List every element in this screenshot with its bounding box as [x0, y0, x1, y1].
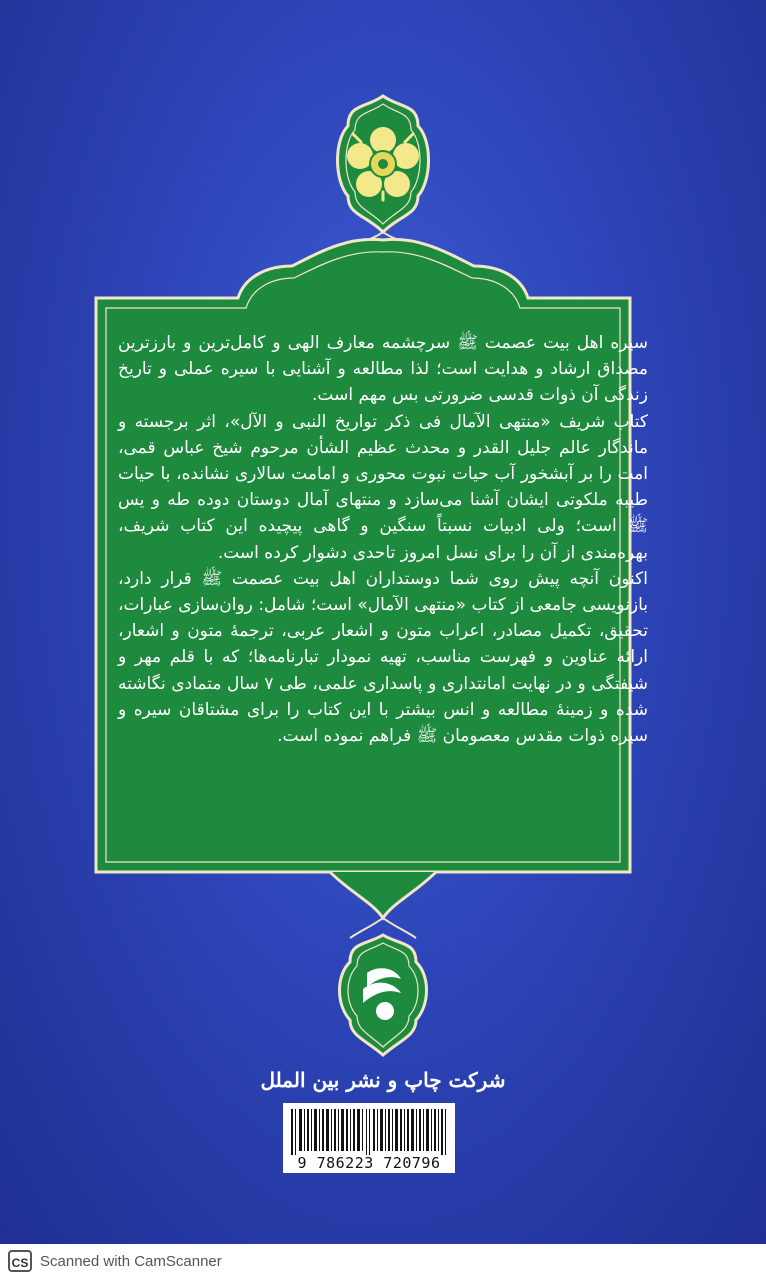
isbn-number: 9 786223 720796	[297, 1154, 441, 1172]
description-paragraph: سیره اهل بیت عصمت ﷺ سرچشمه معارف الهی و کامل‌ترین و بارزترین مصداق ارشاد و هدایت است؛ لذا مطالعه و آشنایی با سیره عملی و تاریخ زندگی آن ذوات قدسی ضرورتی بس مهم است.	[118, 333, 648, 406]
scanner-footer	[0, 1244, 766, 1280]
publisher-name: شرکت چاپ و نشر بین الملل	[260, 1068, 506, 1092]
isbn-barcode	[283, 1103, 455, 1173]
camscanner-logo-icon: CS	[8, 1250, 32, 1272]
back-cover-description	[118, 330, 648, 830]
bottom-medallion	[340, 935, 427, 1055]
barcode-icon	[283, 1103, 455, 1155]
scanner-watermark-text: Scanned with CamScanner	[40, 1253, 222, 1270]
description-paragraph: اکنون آنچه پیش روی شما دوستداران اهل بیت عصمت ﷺ قرار دارد، بازنویسی جامعی از کتاب «منتهی الآمال» است؛ شامل: روان‌سازی عبارات، تحقیق، تکمیل مصادر، اعراب متون و اشعار عربی، ترجمهٔ متون و اشعار، ارائه عناوین و فهرست مناسب، تهیه نمودار تبارنامه‌ها؛ که با قلم مهر و شیفتگی و در نهایت امانتداری و پاسداری علمی، طی ۷ سال متمادی نگاشته شده و زمینهٔ مطالعه و انس بیشتر با این کتاب را برای مشتاقان سیره و سیره ذوات مقدس معصومان ﷺ فراهم نموده است.	[118, 568, 648, 747]
description-paragraph: کتاب شریف «منتهی الآمال فی ذکر تواریخ النبی و الآل»، اثر برجسته و ماندگار عالم جلیل القدر و محدث عظیم الشأن مرحوم شیخ عباس قمی، امت را بر آبشخور آب حیات نبوت محوری و امامت سالاری نشانده، با حیات طیبه ملکوتی ایشان آشنا می‌سازد و منتهای آمال دوستان دوده طه و یس ﷺ است؛ ولی ادبیات نسبتاً سنگین و گاهی پیچیده این کتاب شریف، بهره‌مندی از آن را برای نسل امروز تاحدی دشوار کرده است.	[118, 411, 648, 563]
